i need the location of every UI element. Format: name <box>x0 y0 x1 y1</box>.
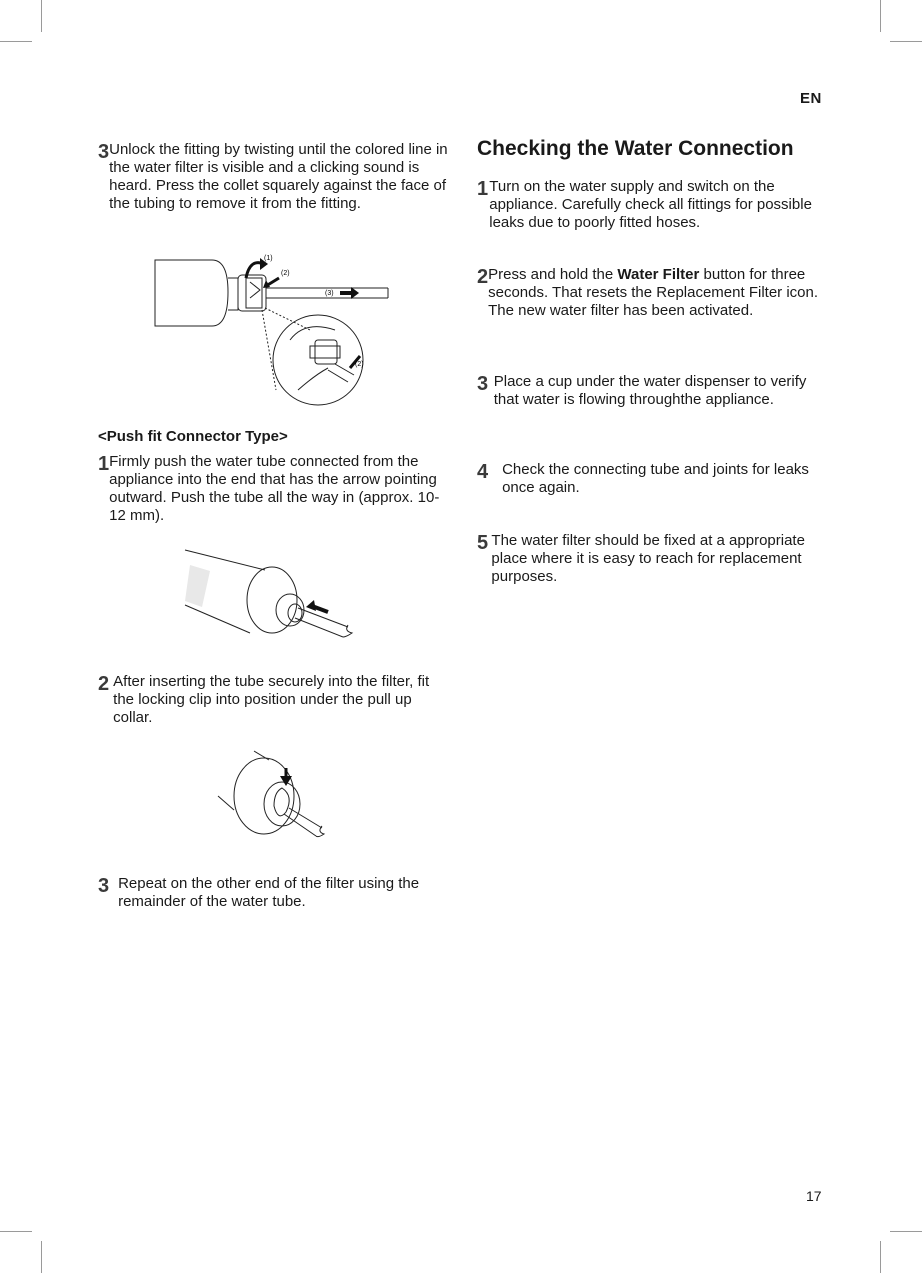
step-text: The water filter should be fixed at a appropriate place where it is easy to reach for replacement purposes. <box>491 532 805 585</box>
check-step-3 <box>477 373 827 409</box>
check-step-2 <box>477 266 827 320</box>
step-number: 4 <box>477 461 489 483</box>
step-text: Place a cup under the water dispenser to verify that water is flowing throughthe appliance. <box>493 373 807 408</box>
unlock-fitting-illustration <box>150 250 395 415</box>
step-text: Repeat on the other end of the filter using the remainder of the water tube. <box>118 875 420 910</box>
crop-mark <box>41 1241 42 1273</box>
step-text-post: button for three seconds. That resets the Replacement Filter icon. The new water filter has been activated. <box>488 266 819 319</box>
step-text: Turn on the water supply and switch on the appliance. Carefully check all fittings for possible leaks due to poorly fitted hoses. <box>489 178 812 231</box>
crop-mark <box>880 1241 881 1273</box>
step-text: Check the connecting tube and joints for leaks once again. <box>502 461 809 496</box>
push-step-1 <box>98 453 448 525</box>
crop-mark <box>890 1231 922 1232</box>
step-number: 3 <box>477 373 489 395</box>
crop-mark <box>890 41 922 42</box>
crop-mark <box>41 0 42 32</box>
language-label: EN <box>800 90 822 107</box>
step-number: 5 <box>477 532 489 554</box>
push-step-2 <box>98 673 448 727</box>
step-number: 2 <box>98 673 110 695</box>
water-filter-button-label: Water Filter <box>617 266 700 283</box>
push-step-3 <box>98 875 448 911</box>
step-number: 2 <box>477 266 489 288</box>
crop-mark <box>880 0 881 32</box>
unlock-step <box>98 141 448 213</box>
step-number: 3 <box>98 875 110 897</box>
crop-mark <box>0 41 32 42</box>
check-step-5 <box>477 532 827 586</box>
label-2: (2) <box>281 270 290 277</box>
label-2b: (2) <box>355 361 364 368</box>
step-number: 3 <box>98 141 110 163</box>
locking-clip-illustration <box>214 746 354 846</box>
check-step-4 <box>477 461 827 497</box>
section-heading: Checking the Water Connection <box>477 137 794 160</box>
crop-mark <box>0 1231 32 1232</box>
check-step-1 <box>477 178 827 232</box>
step-text <box>488 266 827 320</box>
page-number: 17 <box>806 1188 822 1204</box>
step-text: Unlock the fitting by twisting until the colored line in the water filter is visible and a clicking sound is heard. Press the collet squarely against the face of the tubing to remove it from the fitting. <box>109 141 448 212</box>
step-number: 1 <box>477 178 489 200</box>
step-text: Firmly push the water tube connected from the appliance into the end that has the arrow pointing outward. Push the tube all the way in (approx. 10-12 mm). <box>109 453 440 524</box>
step-text-pre: Press and hold the <box>488 266 618 283</box>
step-text: After inserting the tube securely into the filter, fit the locking clip into position under the pull up collar. <box>113 673 430 726</box>
push-fit-heading: <Push fit Connector Type> <box>98 428 288 445</box>
step-number: 1 <box>98 453 110 475</box>
label-1: (1) <box>264 255 273 262</box>
push-tube-illustration <box>180 545 360 645</box>
label-3: (3) <box>325 290 334 297</box>
